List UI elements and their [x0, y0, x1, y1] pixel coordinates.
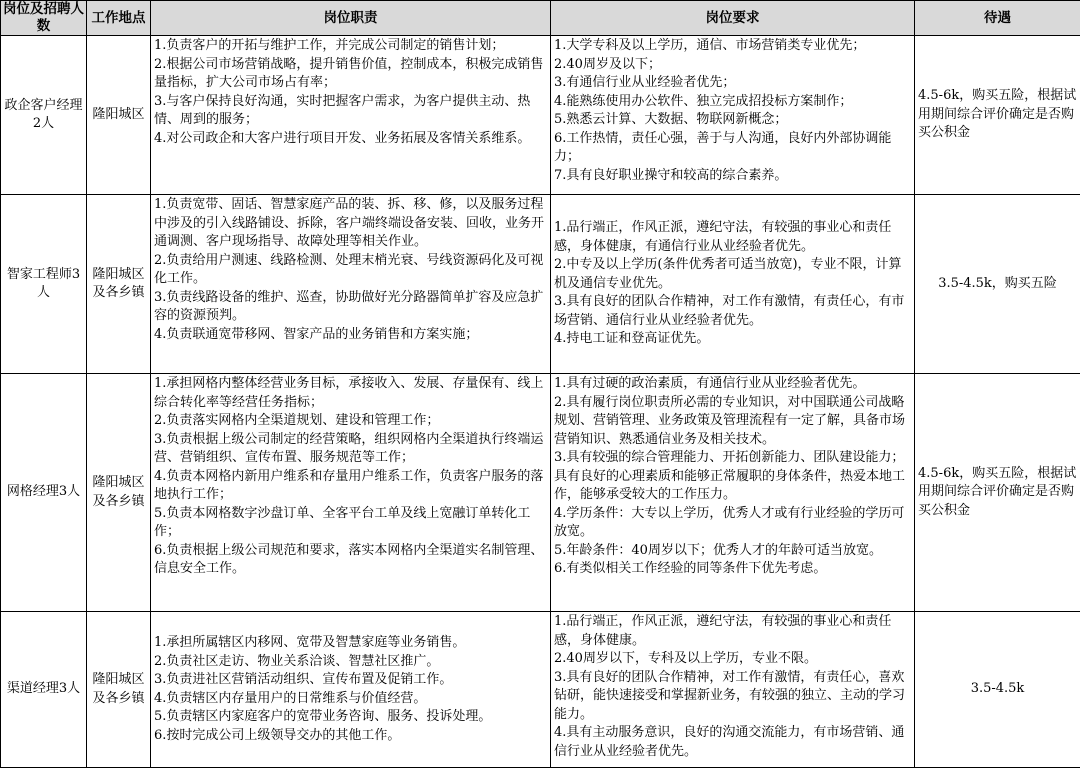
duty-item: 4.负责本网格内新用户维系和存量用户维系工作，负责客户服务的落地执行工作； [154, 468, 544, 502]
requirement-item: 1.品行端正，作风正派，遵纪守法，有较强的事业心和责任感，身体健康，有通信行业从业经验者优先。 [554, 220, 892, 254]
requirements-cell [551, 195, 915, 374]
requirement-item: 5.年龄条件：40周岁以下；优秀人才的年龄可适当放宽。 [554, 542, 882, 558]
table-row [1, 195, 1080, 374]
duty-item: 2.根据公司市场营销战略，提升销售价值，控制成本，积极完成销售量指标，扩大公司市场占有率； [154, 56, 544, 90]
duty-item: 1.负责客户的开拓与维护工作，并完成公司制定的销售计划； [154, 38, 505, 53]
duty-item: 5.负责辖区内家庭客户的宽带业务咨询、服务、投诉处理。 [154, 709, 492, 724]
requirement-item: 2.40周岁及以下； [554, 56, 661, 72]
location-cell: 隆阳城区及各乡镇 [87, 612, 151, 768]
duty-item: 6.按时完成公司上级领导交办的其他工作。 [154, 727, 401, 743]
header-requirements: 岗位要求 [551, 1, 915, 36]
header-location: 工作地点 [87, 1, 151, 36]
requirement-item: 3.具有良好的团队合作精神，对工作有激情，有责任心，喜欢钻研，能快速接受和掌握新业务，有较强的独立、主动的学习能力。 [554, 669, 906, 722]
requirements-cell [551, 36, 915, 195]
requirement-item: 2.具有履行岗位职责所必需的专业知识，对中国联通公司战略规划、营销管理、业务政策及管理流程有一定了解，具备市场营销知识、熟悉通信业务及相关技术。 [554, 394, 906, 447]
header-position: 岗位及招聘人数 [1, 1, 87, 36]
requirement-item: 7.具有良好职业操守和较高的综合素养。 [554, 167, 788, 183]
requirement-item: 4.具有主动服务意识，良好的沟通交流能力，有市场营销、通信行业从业经验者优先。 [554, 725, 905, 759]
benefits-cell: 4.5-6k，购买五险，根据试用期间综合评价确定是否购买公积金 [915, 374, 1080, 612]
duty-item: 3.负责进社区营销活动组织、宣传布置及促销工作。 [154, 672, 453, 687]
duty-item: 4.负责联通宽带移网、智家产品的业务销售和方案实施； [154, 326, 479, 342]
requirement-item: 6.有类似相关工作经验的同等条件下优先考虑。 [554, 561, 827, 576]
benefits-cell: 3.5-4.5k，购买五险 [915, 195, 1080, 374]
position-cell: 渠道经理3人 [1, 612, 87, 768]
requirement-item: 3.具有良好的团队合作精神，对工作有激情，有责任心，有市场营销、通信行业从业经验者优先。 [554, 294, 905, 328]
header-benefits: 待遇 [915, 1, 1080, 36]
requirement-item: 5.熟悉云计算、大数据、物联网新概念； [554, 112, 788, 127]
duty-item: 2.负责落实网格内全渠道规划、建设和管理工作； [154, 413, 440, 428]
requirements-cell [551, 612, 915, 768]
duty-item: 6.负责根据上级公司规范和要求，落实本网格内全渠道实名制管理、信息安全工作。 [154, 542, 544, 576]
table-row [1, 374, 1080, 612]
duty-item: 3.负责线路设备的维护、巡查，协助做好光分路器简单扩容及应急扩容的资源预判。 [154, 289, 544, 323]
requirement-item: 1.大学专科及以上学历，通信、市场营销类专业优先； [554, 38, 866, 53]
duty-item: 1.承担所属辖区内移网、宽带及智慧家庭等业务销售。 [154, 635, 466, 650]
duty-item: 2.负责给用户测速、线路检测、处理末梢光衰、号线资源码化及可视化工作。 [154, 252, 544, 286]
table-row [1, 36, 1080, 195]
duty-item: 1.负责宽带、固话、智慧家庭产品的装、拆、移、修，以及服务过程中涉及的引入线路铺设、拆除，客户端终端设备安装、回收，业务开通调测、客户现场指导、故障处理等相关作业。 [154, 197, 545, 249]
duty-item: 4.对公司政企和大客户进行项目开发、业务拓展及客情关系维系。 [154, 130, 531, 146]
requirement-item: 1.品行端正，作风正派，遵纪守法，有较强的事业心和责任感，身体健康。 [554, 614, 892, 648]
requirements-cell [551, 374, 915, 612]
requirement-item: 4.学历条件：大专以上学历，优秀人才或有行业经验的学历可放宽。 [554, 505, 905, 539]
duty-item: 4.负责辖区内存量用户的日常维系与价值经营。 [154, 690, 427, 706]
duty-item: 1.承担网格内整体经营业务目标，承接收入、发展、存量保有、线上综合转化率等经营任务指标； [154, 376, 544, 410]
duties-cell [151, 36, 551, 195]
position-cell: 网格经理3人 [1, 374, 87, 612]
position-cell: 政企客户经理2人 [1, 36, 87, 195]
header-row [1, 1, 1080, 36]
requirement-item: 2.40周岁以下，专科及以上学历，专业不限。 [554, 651, 817, 666]
location-cell: 隆阳城区 [87, 36, 151, 195]
duty-item: 3.负责根据上级公司制定的经营策略，组织网格内全渠道执行终端运营、营销组织、宣传布置、服务规范等工作； [154, 431, 544, 465]
location-cell: 隆阳城区及各乡镇 [87, 195, 151, 374]
location-cell: 隆阳城区及各乡镇 [87, 374, 151, 612]
duties-cell [151, 374, 551, 612]
requirement-item: 6.工作热情，责任心强，善于与人沟通，良好内外部协调能力； [554, 130, 892, 164]
requirement-item: 3.具有较强的综合管理能力、开拓创新能力、团队建设能力；具有良好的心理素质和能够正常履职的身体条件，热爱本地工作，能够承受较大的工作压力。 [554, 450, 906, 502]
benefits-cell: 3.5-4.5k [915, 612, 1080, 768]
duty-item: 5.负责本网格数字沙盘订单、全客平台工单及线上宽融订单转化工作； [154, 505, 531, 539]
table-row [1, 612, 1080, 768]
header-duties: 岗位职责 [151, 1, 551, 36]
duty-item: 3.与客户保持良好沟通，实时把握客户需求，为客户提供主动、热情、周到的服务； [154, 93, 531, 127]
duty-item: 2.负责社区走访、物业关系洽谈、智慧社区推广。 [154, 653, 440, 669]
requirement-item: 4.持电工证和登高证优先。 [554, 331, 710, 347]
requirement-item: 3.有通信行业从业经验者优先； [554, 75, 736, 90]
duties-cell [151, 612, 551, 768]
duties-cell [151, 195, 551, 374]
position-cell: 智家工程师3人 [1, 195, 87, 374]
requirement-item: 1.具有过硬的政治素质，有通信行业从业经验者优先。 [554, 376, 866, 391]
requirement-item: 4.能熟练使用办公软件、独立完成招投标方案制作； [554, 93, 853, 109]
benefits-cell: 4.5-6k，购买五险，根据试用期间综合评价确定是否购买公积金 [915, 36, 1080, 195]
requirement-item: 2.中专及以上学历(条件优秀者可适当放宽)，专业不限，计算机及通信专业优先。 [554, 257, 902, 291]
